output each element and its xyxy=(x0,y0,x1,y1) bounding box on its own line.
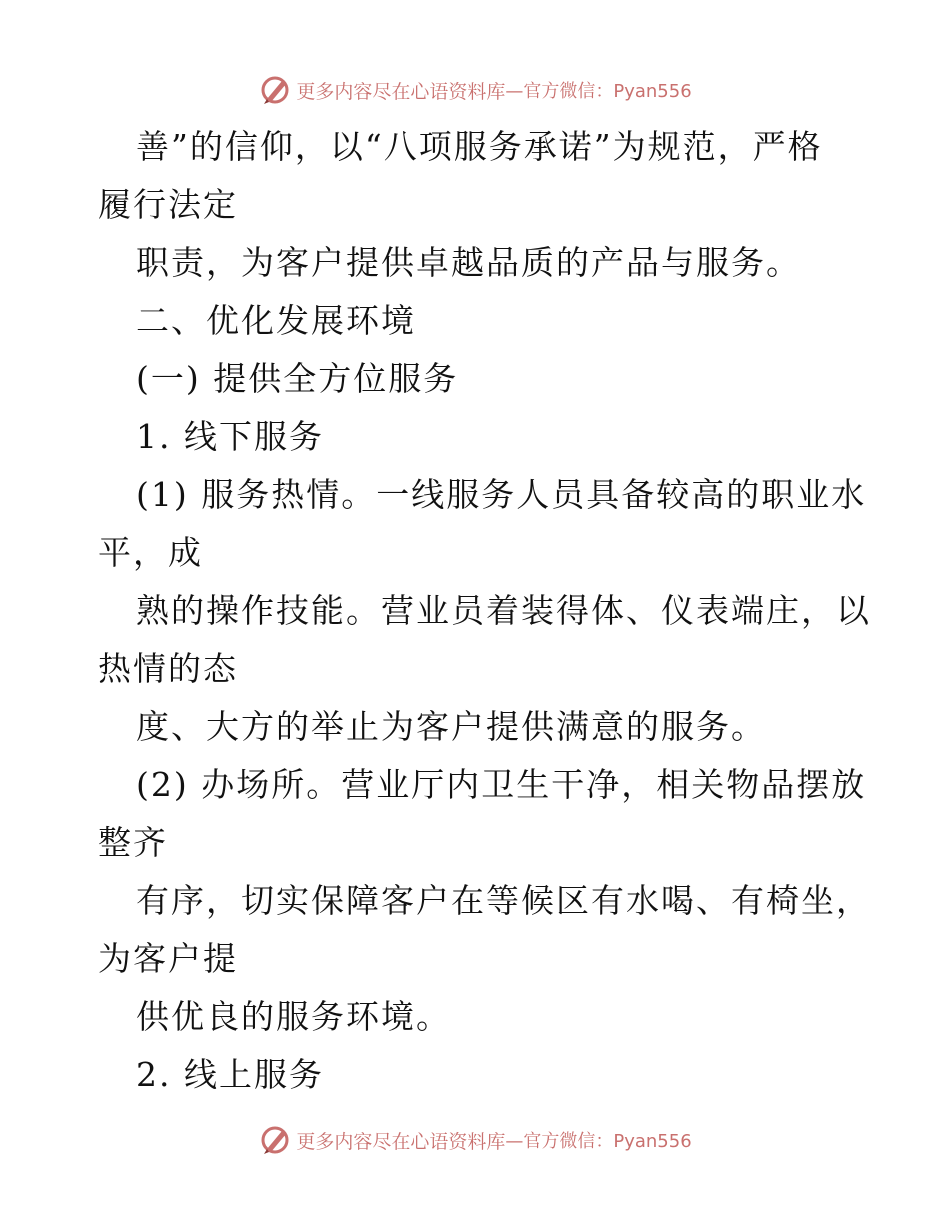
footer-watermark xyxy=(0,1120,950,1160)
footer-brand-text: 更多内容尽在心语资料库 xyxy=(296,1130,506,1153)
item-heading: 1. 线下服务 xyxy=(136,417,324,456)
footer-wechat-text: —官方微信：Pyan556 xyxy=(505,1131,692,1152)
paragraph-line: 有序，切实保障客户在等候区有水喝、有椅坐， xyxy=(136,881,871,920)
paragraph-line: 度、大方的举止为客户提供满意的服务。 xyxy=(136,707,766,746)
paragraph-line: 热情的态 xyxy=(98,649,238,688)
header-brand-text: 更多内容尽在心语资料库 xyxy=(296,80,506,103)
item-heading: 2. 线上服务 xyxy=(136,1055,324,1094)
document-body xyxy=(98,118,871,1104)
paragraph-line: 平，成 xyxy=(98,533,203,572)
pen-logo-icon xyxy=(258,1123,292,1157)
pen-logo-icon xyxy=(258,73,292,107)
paragraph-line: 履行法定 xyxy=(98,185,238,224)
paragraph-line: 善”的信仰，以“八项服务承诺”为规范，严格 xyxy=(136,127,823,166)
subsection-heading: (一) 提供全方位服务 xyxy=(136,359,459,398)
paragraph-line: 供优良的服务环境。 xyxy=(136,997,451,1036)
header-watermark xyxy=(0,70,950,110)
paragraph-line: 整齐 xyxy=(98,823,168,862)
paragraph-line: 熟的操作技能。营业员着装得体、仪表端庄，以 xyxy=(136,591,871,630)
paragraph-line: (2) 办场所。营业厅内卫生干净，相关物品摆放 xyxy=(136,765,867,804)
paragraph-line: 职责，为客户提供卓越品质的产品与服务。 xyxy=(136,243,801,282)
header-wechat-text: —官方微信：Pyan556 xyxy=(505,81,692,102)
section-heading: 二、优化发展环境 xyxy=(136,301,416,340)
paragraph-line: (1) 服务热情。一线服务人员具备较高的职业水 xyxy=(136,475,867,514)
paragraph-line: 为客户提 xyxy=(98,939,238,978)
